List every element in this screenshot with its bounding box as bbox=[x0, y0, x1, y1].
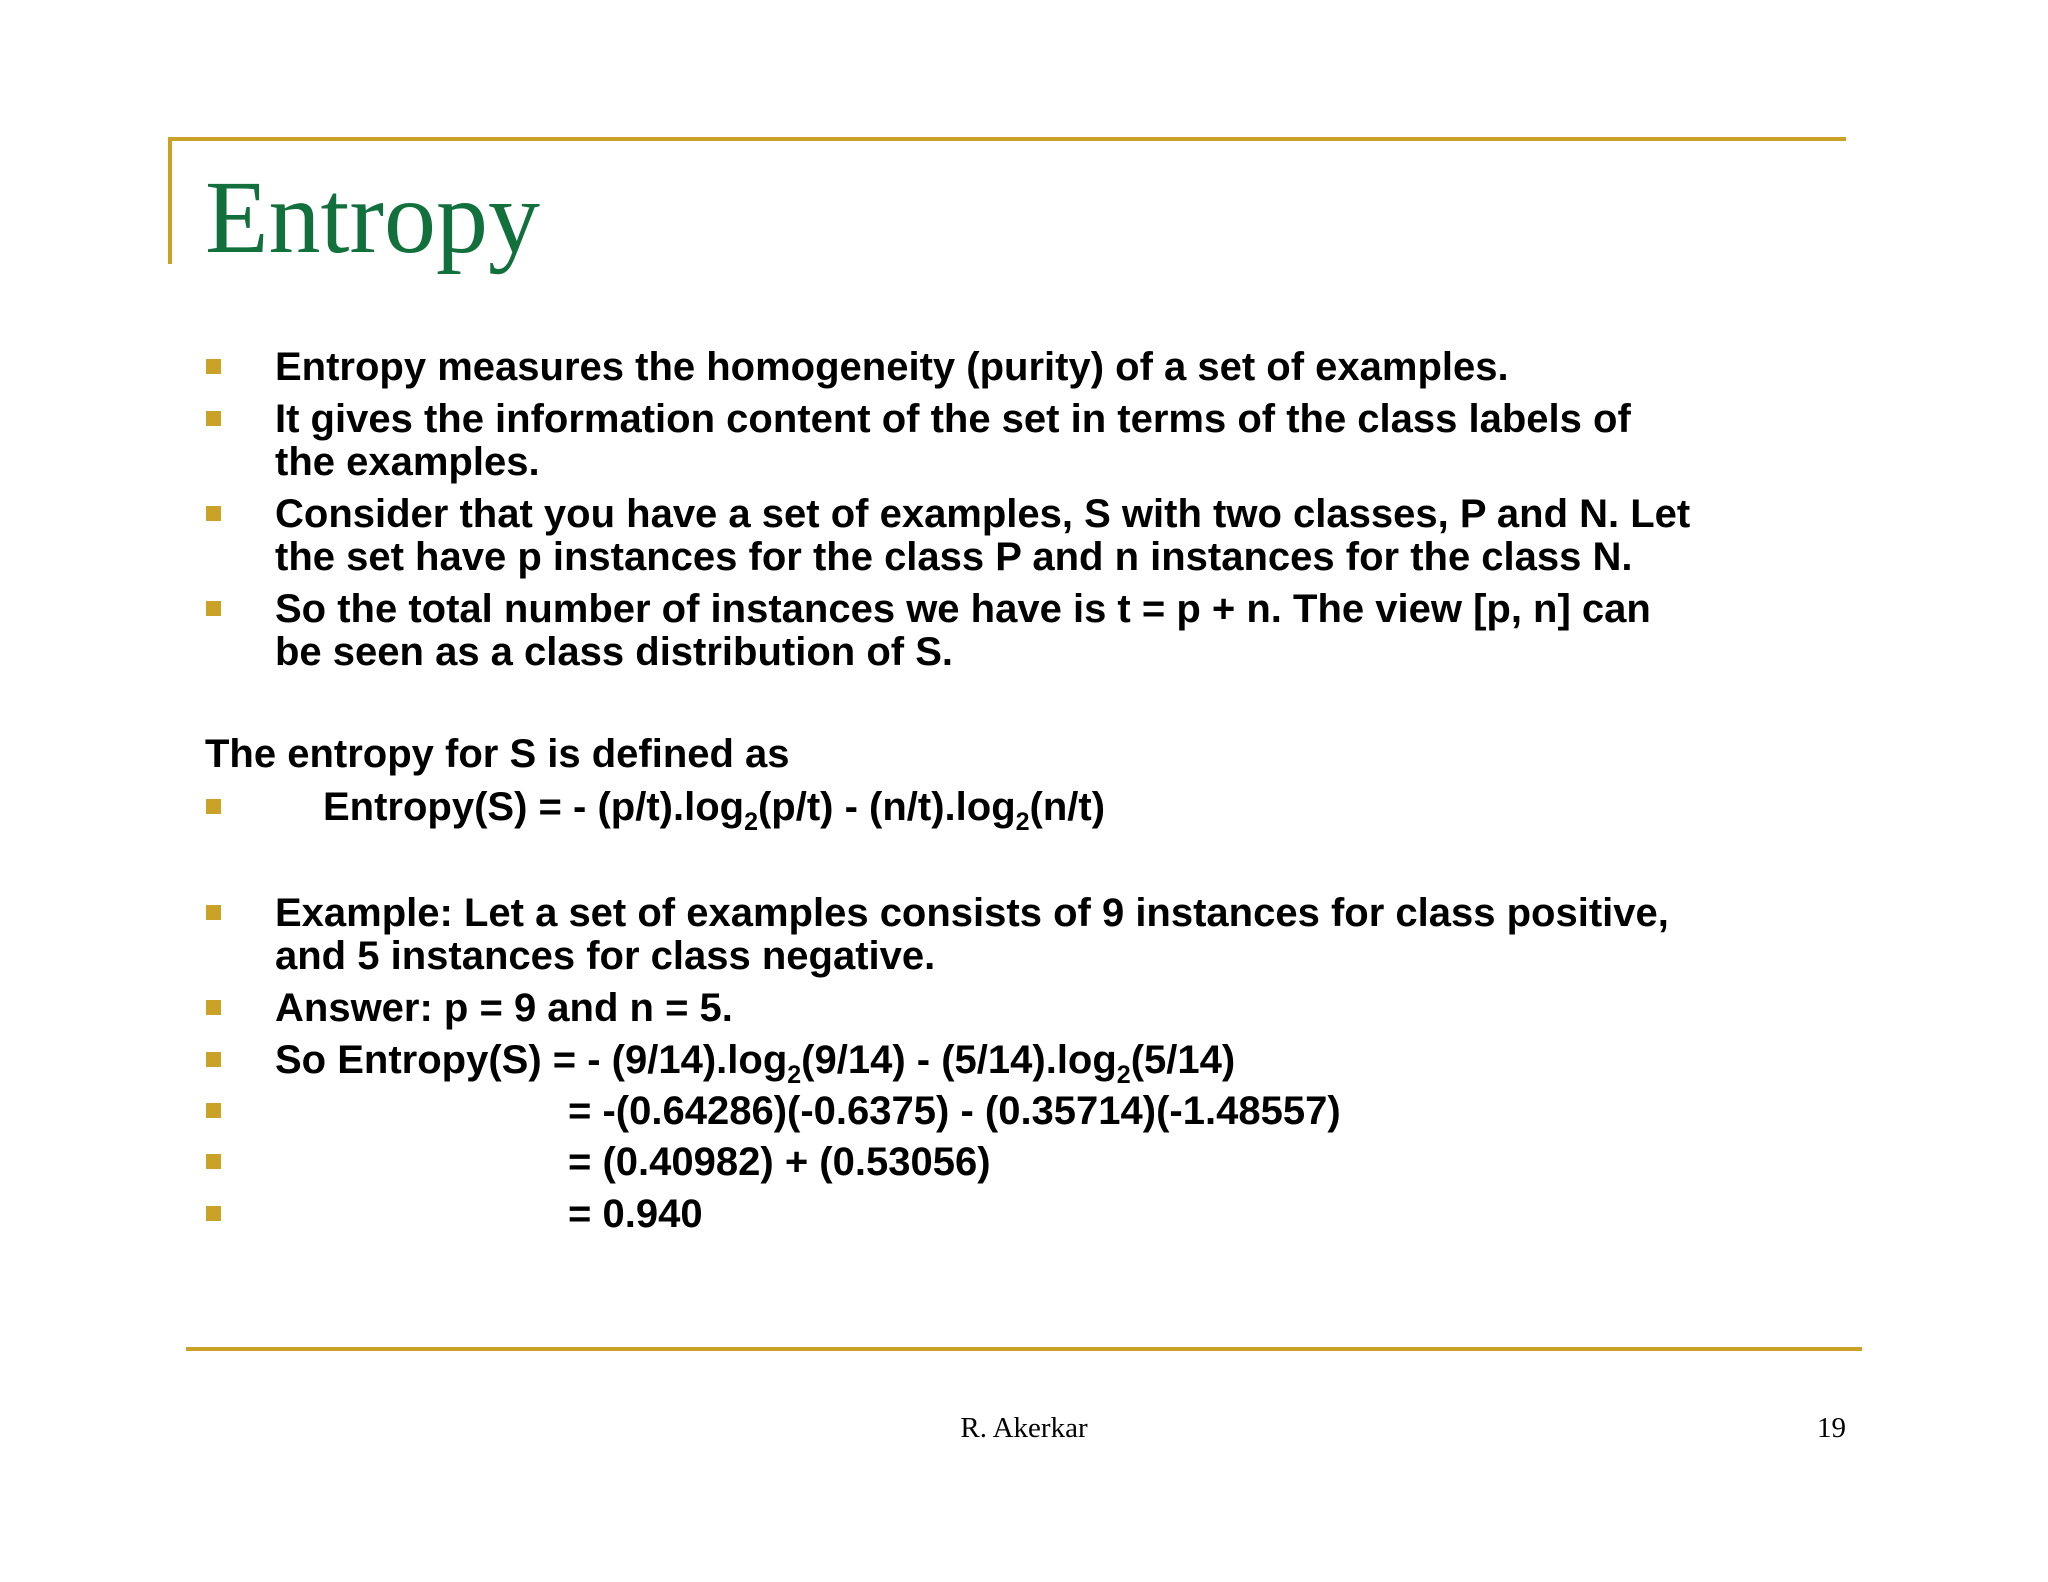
entropy-formula: Entropy(S) = - $(p/t).\log_2(p/t) - (n/t).\log_2(n/t)$ bbox=[323, 785, 1106, 836]
footer-rule bbox=[186, 1347, 1862, 1351]
bullet-square-icon bbox=[206, 506, 221, 521]
bullet-square-icon bbox=[206, 1103, 221, 1118]
worked-formula: So Entropy(S) = - $(9/14).\log_2(9/14) - (5/14).\log_2(5/14)$ bbox=[275, 1038, 1236, 1089]
slide-title: Entropy bbox=[205, 160, 541, 275]
bullet-square-icon bbox=[206, 905, 221, 920]
page-number: 19 bbox=[1817, 1412, 1846, 1444]
calculation-step-text: = -(0.64286)(-0.6375) - (0.35714)(-1.48557) bbox=[568, 1089, 1341, 1133]
example-text: Example: Let a set of examples consists of 9 instances for class positive, and 5 instances for class negative. bbox=[275, 891, 1669, 978]
bullet-square-icon bbox=[206, 1206, 221, 1221]
title-left-rule bbox=[168, 137, 172, 264]
bullet-square-icon bbox=[206, 1154, 221, 1169]
bullet-text: Consider that you have a set of examples, S with two classes, P and N. Let the set have p instances for the class P and n instances for the class N. bbox=[275, 492, 1691, 579]
bullet-square-icon bbox=[206, 1000, 221, 1015]
answer-text: Answer: p = 9 and n = 5. bbox=[275, 986, 733, 1030]
footer-author: R. Akerkar bbox=[960, 1412, 1088, 1444]
definition-intro: The entropy for S is defined as bbox=[205, 732, 790, 776]
bullet-square-icon bbox=[206, 359, 221, 374]
bullet-square-icon bbox=[206, 1052, 221, 1067]
title-top-rule bbox=[168, 137, 1846, 141]
bullet-text: It gives the information content of the set in terms of the class labels of the examples. bbox=[275, 397, 1631, 484]
bullet-text: Entropy measures the homogeneity (purity) of a set of examples. bbox=[275, 345, 1509, 389]
bullet-square-icon bbox=[206, 411, 221, 426]
bullet-text: So the total number of instances we have is t = p + n. The view [p, n] can be seen as a class distribution of S. bbox=[275, 587, 1651, 674]
calculation-step-text: = 0.940 bbox=[568, 1192, 703, 1236]
calculation-step-text: = (0.40982) + (0.53056) bbox=[568, 1140, 991, 1184]
bullet-square-icon bbox=[206, 799, 221, 814]
bullet-square-icon bbox=[206, 601, 221, 616]
